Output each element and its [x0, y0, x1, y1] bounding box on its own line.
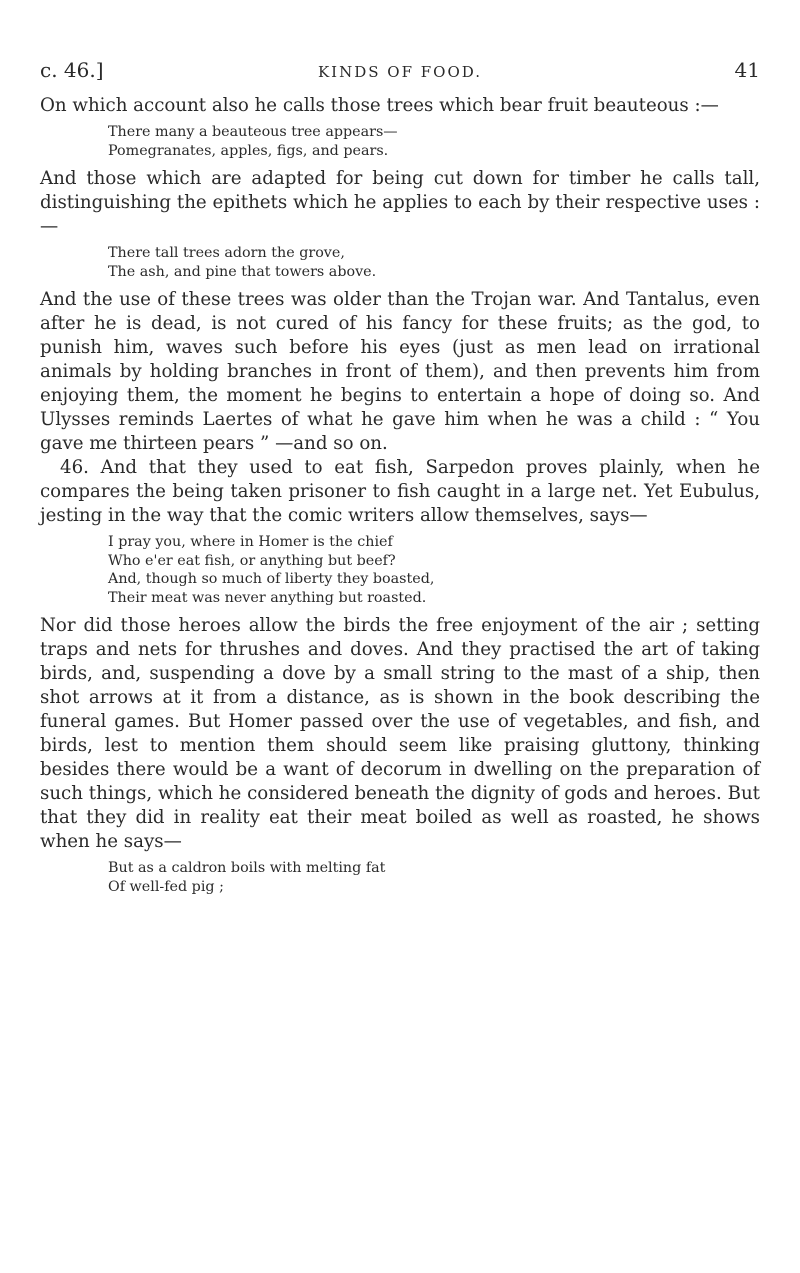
verse-line: I pray you, where in Homer is the chief [108, 534, 393, 550]
verse-line: Pomegranates, apples, figs, and pears. [108, 142, 389, 159]
verse-quotation [108, 533, 760, 607]
verse-line: Who e'er eat fish, or anything but beef? [108, 552, 396, 569]
verse-quotation [108, 123, 760, 160]
verse-quotation [108, 244, 760, 281]
verse-line: Their meat was never anything but roasted. [108, 589, 427, 606]
verse-line: There many a beauteous tree appears— [108, 124, 398, 140]
chapter-reference: c. 46.] [40, 58, 104, 82]
verse-quotation [108, 859, 760, 896]
verse-line: And, though so much of liberty they boasted, [108, 571, 435, 587]
verse-line: There tall trees adorn the grove, [108, 245, 345, 261]
verse-line: But as a caldron boils with melting fat [108, 860, 386, 876]
running-head [40, 58, 760, 82]
verse-line: The ash, and pine that towers above. [108, 263, 377, 280]
paragraph: Nor did those heroes allow the birds the free enjoyment of the air ; setting traps and nets for thrushes and doves. And they practised the art of taking birds, and, suspending a dove by a small string to the mast of a ship, then shot arrows at it from a distance, as is shown in the book describing the funeral games. But Homer passed over the use of vegetables, and fish, and birds, lest to mention them should seem like praising gluttony, thinking besides there would be a want of decorum in dwelling on the preparation of such things, which he considered beneath the dignity of gods and heroes. But that they did in reality eat their meat boiled as well as roasted, he shows when he says— [40, 615, 760, 852]
paragraph: And the use of these trees was older than the Trojan war. And Tantalus, even after he is dead, is not cured of his fancy for these fruits; as the god, to punish him, waves such before his eyes (just as men lead on irrational animals by holding branches in front of them), and then prevents him from enjoying them, the moment he begins to entertain a hope of doing so. And Ulysses reminds Laertes of what he gave him when he was a child : “ You gave me thirteen pears ” —and so on. [40, 289, 760, 454]
section-46-paragraph: 46. And that they used to eat fish, Sarpedon proves plainly, when he compares the being taken prisoner to fish caught in a large net. Yet Eubulus, jesting in the way that the comic writers allow themselves, says— [40, 457, 760, 526]
page-number: 41 [734, 58, 760, 82]
paragraph: And those which are adapted for being cut down for timber he calls tall, distinguishing the epithets which he applies to each by their respective uses :— [40, 168, 760, 237]
verse-line: Of well-fed pig ; [108, 878, 224, 895]
paragraph: On which account also he calls those trees which bear fruit beauteous :— [40, 95, 719, 116]
running-title: KINDS OF FOOD. [317, 63, 483, 81]
